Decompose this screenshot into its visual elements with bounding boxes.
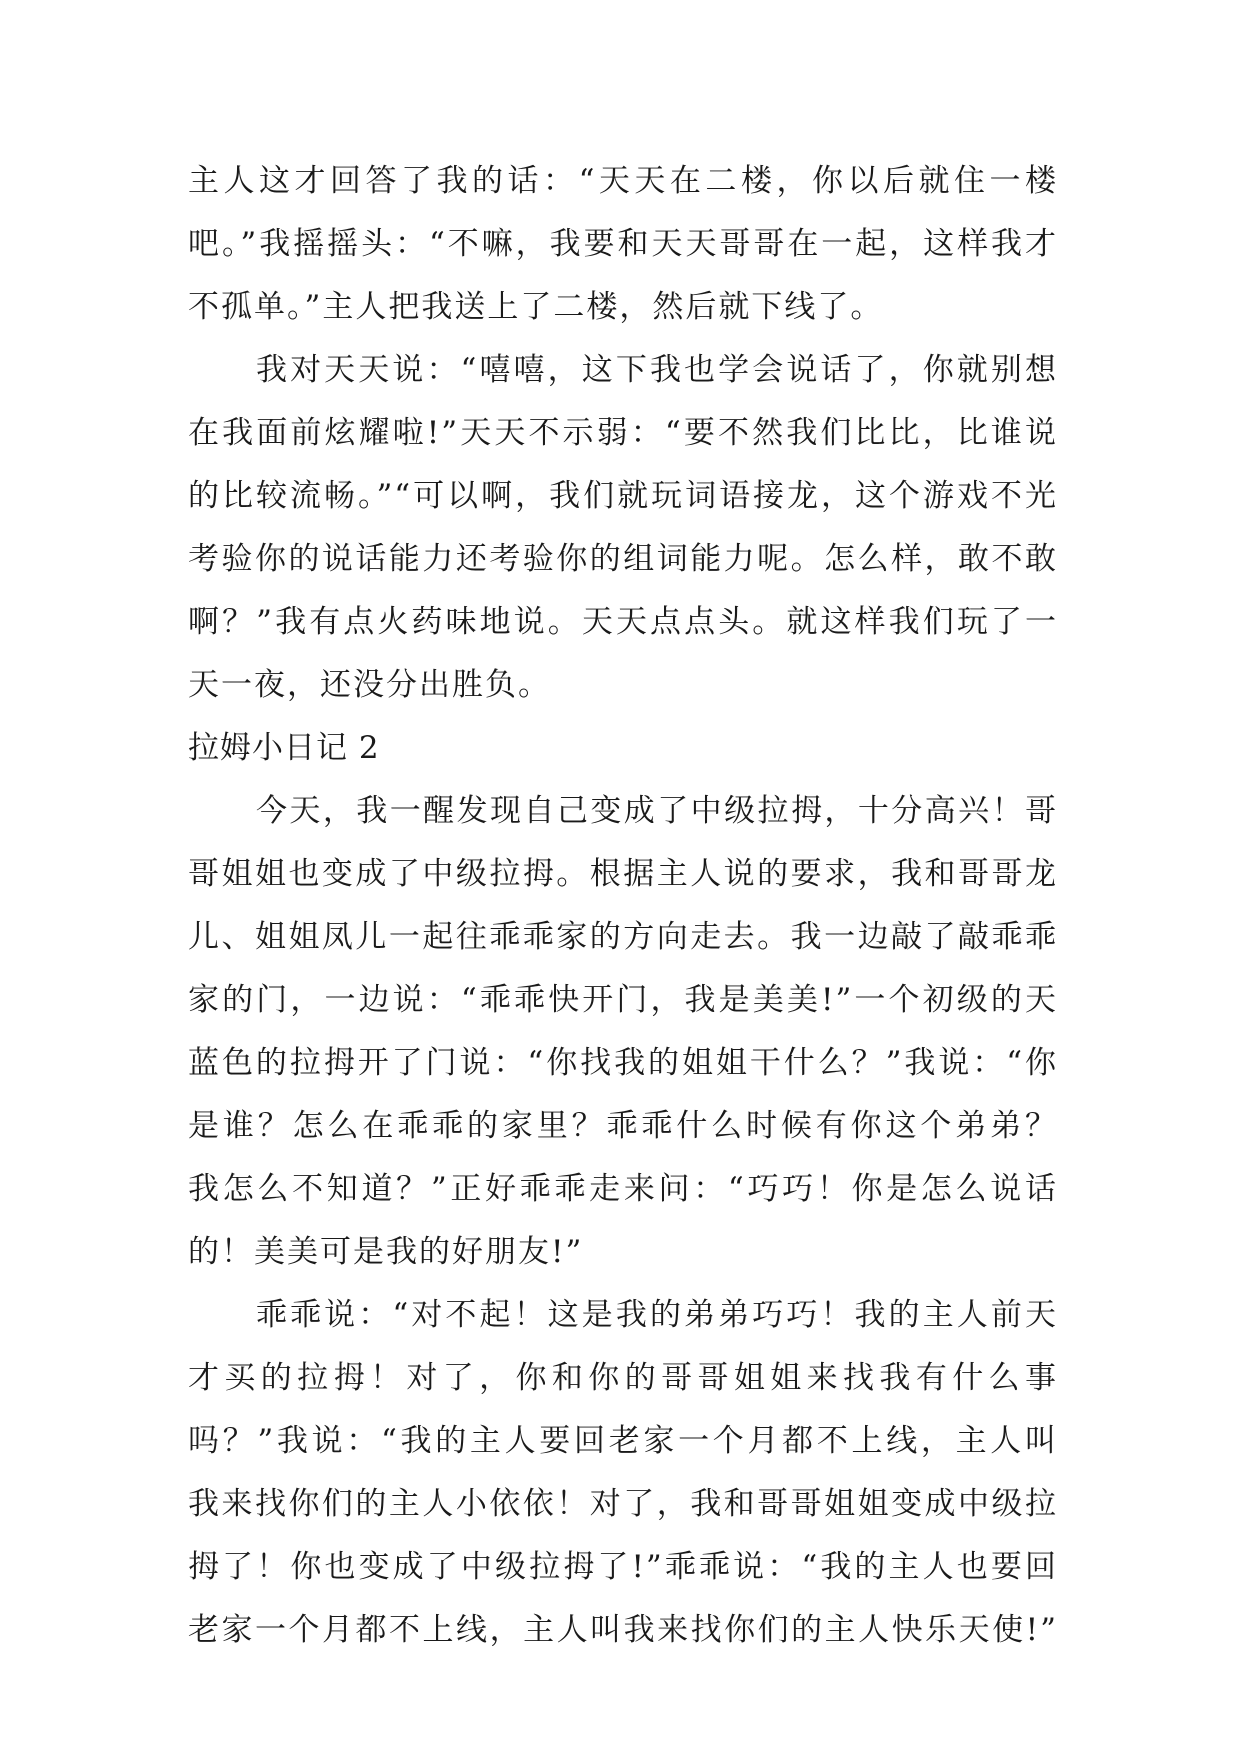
text-line: 我对天天说：“嘻嘻，这下我也学会说话了，你就别想 [256,352,1058,388]
text-line: 吗？”我说：“我的主人要回老家一个月都不上线，主人叫 [188,1423,1058,1459]
text-line: 哥姐姐也变成了中级拉拇。根据主人说的要求，我和哥哥龙 [188,856,1058,892]
text-line: 乖乖说：“对不起！这是我的弟弟巧巧！我的主人前天 [256,1297,1058,1333]
document-page [188,150,1058,1662]
text-line: 不孤单。”主人把我送上了二楼，然后就下线了。 [188,289,884,325]
text-line: 吧。”我摇摇头：“不嘛，我要和天天哥哥在一起，这样我才 [188,226,1058,262]
text-line: 蓝色的拉拇开了门说：“你找我的姐姐干什么？”我说：“你 [188,1045,1058,1081]
section-heading: 拉姆小日记 2 [188,730,380,766]
text-line: 我来找你们的主人小依依！对了，我和哥哥姐姐变成中级拉 [188,1486,1058,1522]
text-line: 考验你的说话能力还考验你的组词能力呢。怎么样，敢不敢 [188,541,1058,577]
text-line: 老家一个月都不上线，主人叫我来找你们的主人快乐天使!” [188,1612,1058,1648]
text-line: 的比较流畅。”“可以啊，我们就玩词语接龙，这个游戏不光 [188,478,1058,514]
document-body [188,150,1058,1662]
text-line: 是谁？怎么在乖乖的家里？乖乖什么时候有你这个弟弟？ [188,1108,1058,1144]
text-line: 才买的拉拇！对了，你和你的哥哥姐姐来找我有什么事 [188,1360,1058,1396]
text-line: 啊？”我有点火药味地说。天天点点头。就这样我们玩了一 [188,604,1058,640]
text-line: 家的门，一边说：“乖乖快开门，我是美美!”一个初级的天 [188,982,1058,1018]
text-line: 在我面前炫耀啦!”天天不示弱：“要不然我们比比，比谁说 [188,415,1058,451]
text-line: 的！美美可是我的好朋友!” [188,1234,584,1270]
text-line: 主人这才回答了我的话：“天天在二楼，你以后就住一楼 [188,163,1058,199]
text-line: 我怎么不知道？”正好乖乖走来问：“巧巧！你是怎么说话 [188,1171,1058,1207]
text-line: 儿、姐姐凤儿一起往乖乖家的方向走去。我一边敲了敲乖乖 [188,919,1058,955]
text-line: 天一夜，还没分出胜负。 [188,667,551,703]
text-line: 拇了！你也变成了中级拉拇了!”乖乖说：“我的主人也要回 [188,1549,1058,1585]
text-line: 今天，我一醒发现自己变成了中级拉拇，十分高兴！哥 [256,793,1058,829]
